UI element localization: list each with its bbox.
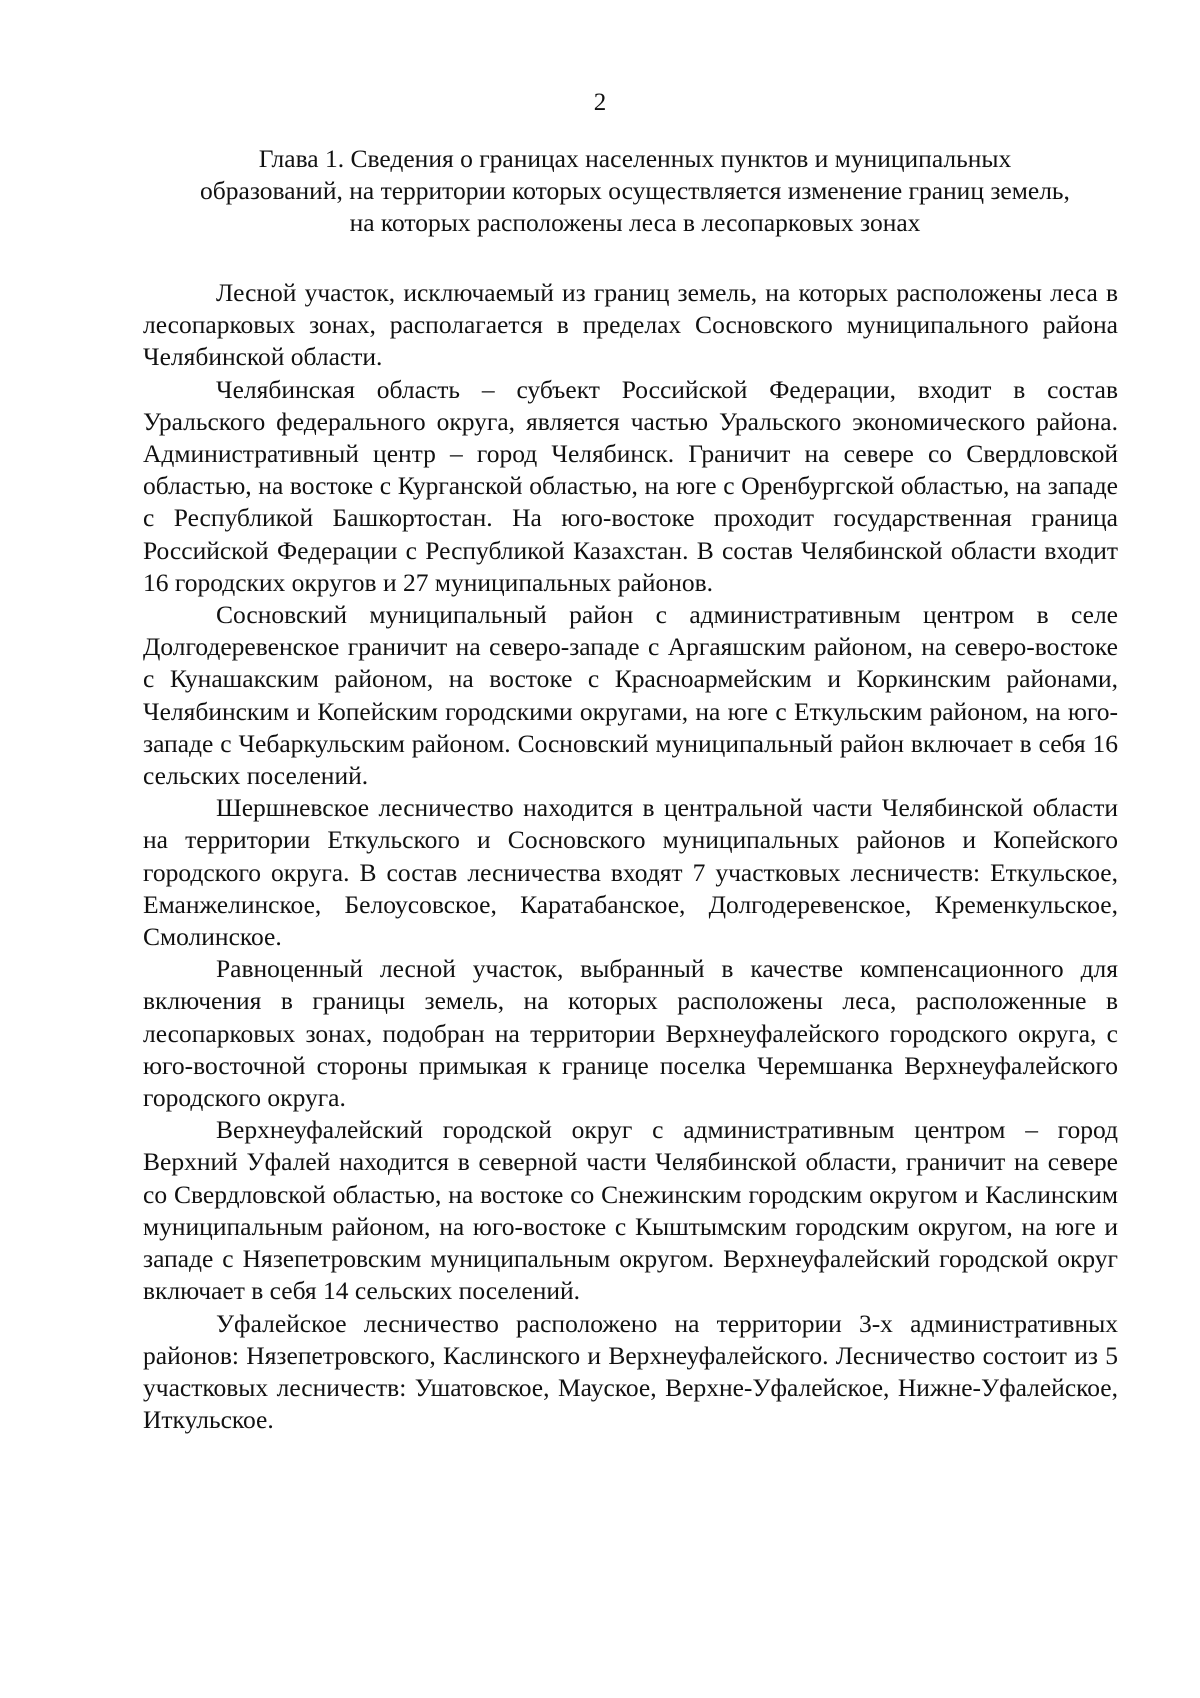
page-number: 2 <box>593 89 607 116</box>
paragraph-sosnovsky-district: Сосновский муниципальный район с административным центром в селе Долгодеревенское граничит на северо-западе с Аргаяшским районом, на северо-востоке с Кунашакским районом, на востоке с Красноармейским и Коркинским районами, Челябинским и Копейским городскими округами, на юге с Еткульским районом, на юго-западе с Чебаркульским районом. Сосновский муниципальный район включает в себя 16 сельских поселений. <box>143 600 1118 791</box>
body-text <box>143 277 1118 1436</box>
chapter-title-line: на которых расположены леса в лесопарковых зонах <box>349 208 921 237</box>
paragraph-forest-plot-location: Лесной участок, исключаемый из границ земель, на которых расположены леса в лесопарковых зонах, располагается в пределах Сосновского муниципального района Челябинской области. <box>143 278 1118 372</box>
paragraph-ufaleyskoe-forestry: Уфалейское лесничество расположено на территории 3-х административных районов: Нязепетровского, Каслинского и Верхнеуфалейского. Лесничество состоит из 5 участковых лесничеств: Ушатовское, Мауское, Верхне-Уфалейское, Нижне-Уфалейское, Иткульское. <box>143 1308 1118 1435</box>
chapter-title <box>170 143 1100 239</box>
paragraph-chelyabinsk-region: Челябинская область – субъект Российской Федерации, входит в состав Уральского федерального округа, является частью Уральского экономического района. Административный центр – город Челябинск. Граничит на севере со Свердловской областью, на востоке с Курганской областью, на юге с Оренбургской областью, на западе с Республикой Башкортостан. На юго-востоке проходит государственная граница Российской Федерации с Республикой Казахстан. В состав Челябинской области входит 16 городских округов и 27 муниципальных районов. <box>143 374 1118 597</box>
paragraph-verkhneufaleysky-district: Верхнеуфалейский городской округ с административным центром – город Верхний Уфалей находится в северной части Челябинской области, граничит на севере со Свердловской областью, на востоке со Снежинским городским округом и Каслинским муниципальным районом, на юго-востоке с Кыштымским городским округом, на юге и западе с Нязепетровским муниципальным округом. Верхнеуфалейский городской округ включает в себя 14 сельских поселений. <box>143 1115 1118 1306</box>
chapter-title-line: Глава 1. Сведения о границах населенных пунктов и муниципальных <box>258 144 1012 173</box>
chapter-title-line: образований, на территории которых осуществляется изменение границ земель, <box>200 176 1070 205</box>
paragraph-compensation-plot: Равноценный лесной участок, выбранный в качестве компенсационного для включения в границы земель, на которых расположены леса, расположенные в лесопарковых зонах, подобран на территории Верхнеуфалейского городского округа, с юго-восточной стороны примыкая к границе поселка Черемшанка Верхнеуфалейского городского округа. <box>143 954 1118 1113</box>
paragraph-shershnevskoe-forestry: Шершневское лесничество находится в центральной части Челябинской области на территории Еткульского и Сосновского муниципальных районов и Копейского городского округа. В состав лесничества входят 7 участковых лесничеств: Еткульское, Еманжелинское, Белоусовское, Каратабанское, Долгодеревенское, Кременкульское, Смолинское. <box>143 793 1118 952</box>
